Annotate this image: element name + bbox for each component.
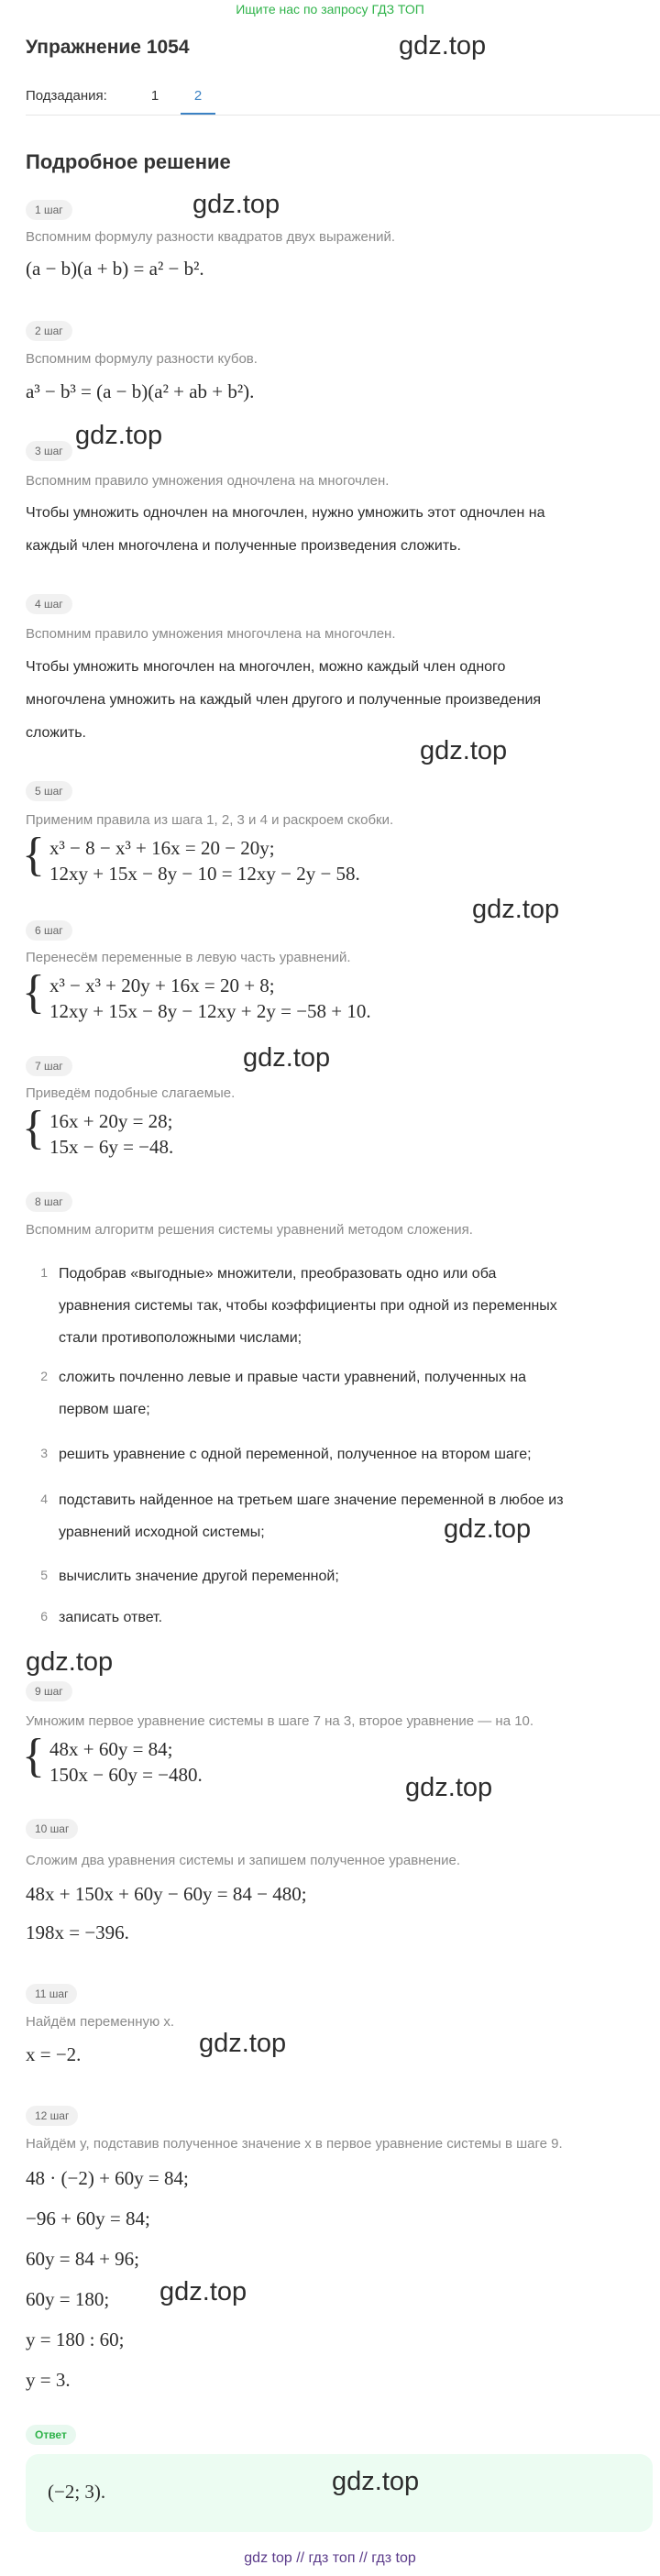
step-badge: 12 шаг — [26, 2106, 78, 2126]
list-number: 6 — [40, 1609, 48, 1624]
step-badge: 8 шаг — [26, 1192, 72, 1212]
system-equation: 16x + 20y = 28; — [50, 1110, 173, 1132]
list-item-text: уравнения системы так, чтобы коэффициенты при одной из переменных — [59, 1298, 557, 1314]
watermark: gdz.top — [472, 895, 560, 924]
step-text: каждый член многочлена и полученные произведения сложить. — [26, 538, 461, 554]
step-badge: 5 шаг — [26, 781, 72, 801]
subtask-tab-1[interactable]: 1 — [150, 88, 160, 104]
step-badge: 3 шаг — [26, 441, 72, 461]
system-equation: x³ − 8 − x³ + 16x = 20 − 20y; — [50, 837, 275, 859]
step-text: Чтобы умножить многочлен на многочлен, можно каждый член одного — [26, 659, 506, 675]
system-brace: { — [22, 829, 45, 881]
step-description: Применим правила из шага 1, 2, 3 и 4 и раскроем скобки. — [26, 812, 394, 828]
watermark: gdz.top — [243, 1043, 331, 1073]
watermark: gdz.top — [160, 2277, 248, 2306]
step-formula: −96 + 60y = 84; — [26, 2207, 150, 2229]
step-badge: 2 шаг — [26, 321, 72, 341]
watermark: gdz.top — [332, 2467, 420, 2496]
subtask-tab-2[interactable]: 2 — [193, 88, 203, 104]
footer-links[interactable]: gdz top // гдз топ // гдз top — [244, 2550, 416, 2566]
search-banner: Ищите нас по запросу ГДЗ ТОП — [236, 2, 424, 17]
list-item-text: записать ответ. — [59, 1610, 163, 1625]
step-formula: 60y = 180; — [26, 2288, 110, 2310]
step-badge: 4 шаг — [26, 594, 72, 614]
step-text: сложить. — [26, 725, 86, 741]
watermark: gdz.top — [405, 1773, 493, 1802]
list-item-text: уравнений исходной системы; — [59, 1525, 265, 1540]
system-brace: { — [22, 1730, 45, 1782]
step-badge: 9 шаг — [26, 1681, 72, 1701]
step-description: Найдём y, подставив полученное значение x в первое уравнение системы в шаге 9. — [26, 2136, 563, 2152]
step-badge: 6 шаг — [26, 920, 72, 941]
step-text: Чтобы умножить одночлен на многочлен, нужно умножить этот одночлен на — [26, 505, 545, 521]
list-number: 4 — [40, 1492, 48, 1506]
step-badge: 1 шаг — [26, 200, 72, 220]
step-description: Перенесём переменные в левую часть уравнений. — [26, 950, 351, 965]
step-text: многочлена умножить на каждый член другого и полученные произведения — [26, 692, 542, 708]
system-equation: x³ − x³ + 20y + 16x = 20 + 8; — [50, 974, 275, 996]
watermark: gdz.top — [26, 1647, 114, 1677]
step-formula: y = 3. — [26, 2369, 71, 2391]
step-description: Умножим первое уравнение системы в шаге 7 на 3, второе уравнение — на 10. — [26, 1713, 534, 1729]
answer-badge: Ответ — [26, 2425, 76, 2445]
list-number: 2 — [40, 1369, 48, 1383]
list-number: 5 — [40, 1568, 48, 1582]
list-item-text: сложить почленно левые и правые части уравнений, полученных на — [59, 1370, 527, 1385]
step-formula: 48 · (−2) + 60y = 84; — [26, 2167, 189, 2189]
step-formula: x = −2. — [26, 2043, 82, 2065]
step-description: Вспомним формулу разности кубов. — [26, 351, 258, 367]
step-description: Вспомним правило умножения одночлена на многочлен. — [26, 473, 390, 489]
list-item-text: первом шаге; — [59, 1402, 150, 1417]
step-formula: 198x = −396. — [26, 1921, 129, 1943]
system-brace: { — [22, 1102, 45, 1154]
step-badge: 7 шаг — [26, 1056, 72, 1076]
list-item-text: Подобрав «выгодные» множители, преобразовать одно или оба — [59, 1266, 497, 1282]
system-brace: { — [22, 966, 45, 1018]
solution-heading: Подробное решение — [26, 150, 231, 173]
list-number: 1 — [40, 1265, 48, 1280]
system-equation: 48x + 60y = 84; — [50, 1738, 173, 1760]
step-description: Сложим два уравнения системы и запишем полученное уравнение. — [26, 1853, 461, 1868]
step-badge: 10 шаг — [26, 1819, 78, 1839]
step-badge: 11 шаг — [26, 1984, 77, 2004]
page-title: Упражнение 1054 — [26, 37, 190, 58]
list-item-text: стали противоположными числами; — [59, 1330, 302, 1346]
step-formula: a³ − b³ = (a − b)(a² + ab + b²). — [26, 380, 255, 402]
divider — [26, 115, 660, 116]
list-number: 3 — [40, 1446, 48, 1460]
list-item-text: вычислить значение другой переменной; — [59, 1569, 339, 1584]
watermark: gdz.top — [399, 31, 487, 61]
watermark: gdz.top — [420, 736, 508, 765]
answer-value: (−2; 3). — [48, 2481, 106, 2503]
watermark: gdz.top — [192, 190, 280, 219]
step-formula: y = 180 : 60; — [26, 2328, 125, 2350]
watermark: gdz.top — [75, 421, 163, 450]
watermark: gdz.top — [199, 2029, 287, 2058]
system-equation: 15x − 6y = −48. — [50, 1136, 174, 1158]
system-equation: 150x − 60y = −480. — [50, 1764, 203, 1786]
step-formula: 48x + 150x + 60y − 60y = 84 − 480; — [26, 1883, 307, 1905]
watermark: gdz.top — [444, 1514, 532, 1544]
step-description: Найдём переменную x. — [26, 2014, 175, 2030]
step-description: Вспомним правило умножения многочлена на многочлен. — [26, 626, 396, 642]
system-equation: 12xy + 15x − 8y − 12xy + 2y = −58 + 10. — [50, 1000, 371, 1022]
step-formula: (a − b)(a + b) = a² − b². — [26, 258, 204, 280]
list-item-text: подставить найденное на третьем шаге значение переменной в любое из — [59, 1492, 564, 1508]
list-item-text: решить уравнение с одной переменной, полученное на втором шаге; — [59, 1447, 532, 1462]
step-description: Приведём подобные слагаемые. — [26, 1085, 236, 1101]
step-description: Вспомним алгоритм решения системы уравнений методом сложения. — [26, 1222, 473, 1238]
step-formula: 60y = 84 + 96; — [26, 2248, 140, 2270]
system-equation: 12xy + 15x − 8y − 10 = 12xy − 2y − 58. — [50, 863, 360, 885]
subtasks-label: Подзадания: — [26, 88, 107, 104]
step-description: Вспомним формулу разности квадратов двух выражений. — [26, 229, 396, 245]
